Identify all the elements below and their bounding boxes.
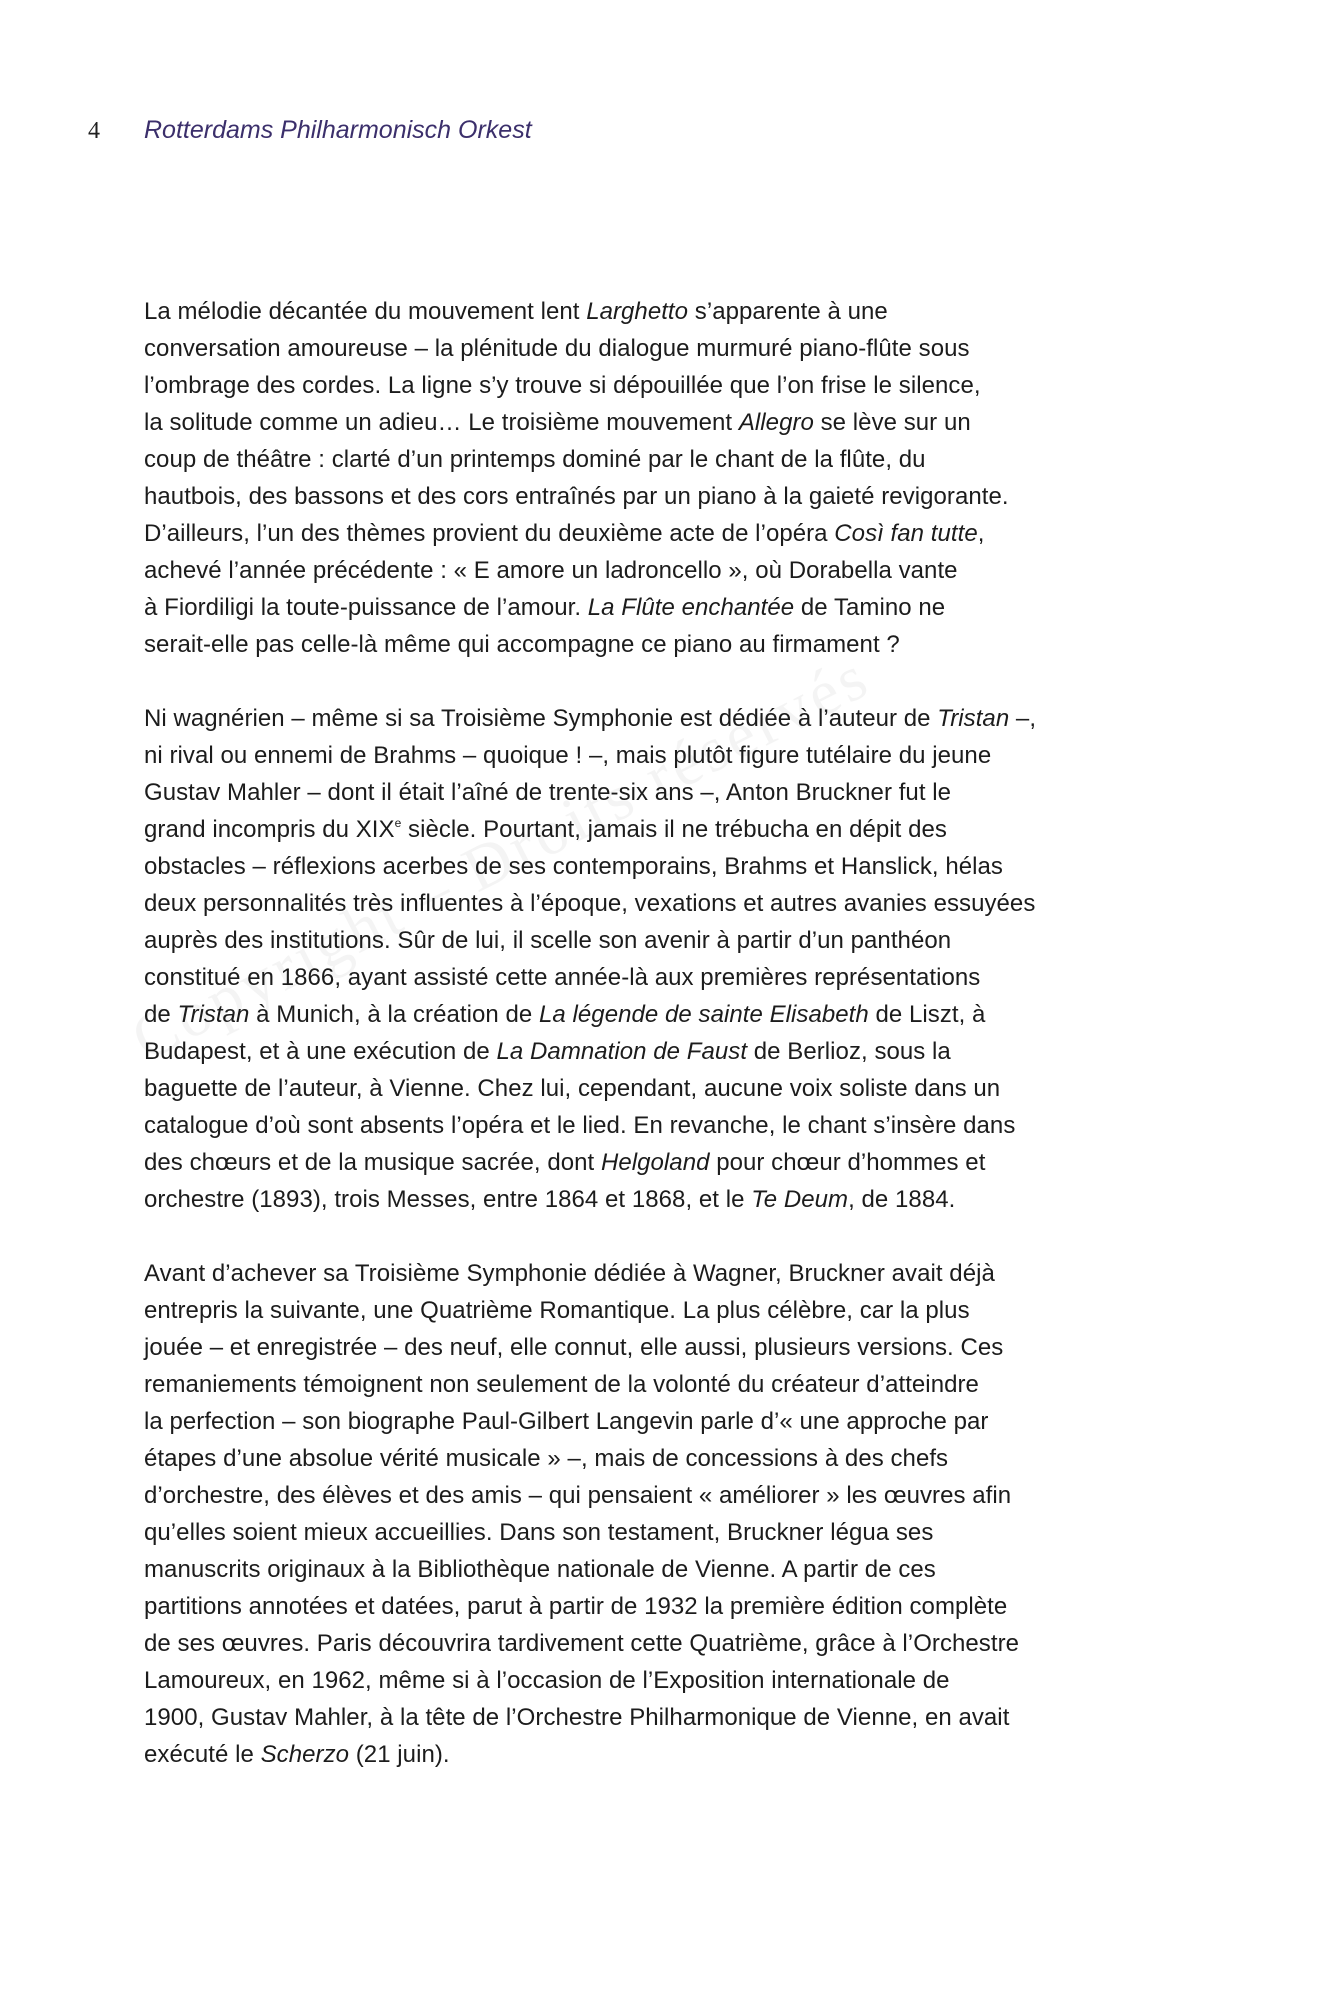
text-run: catalogue d’où sont absents l’opéra et le lied. En revanche, le chant s’insère dans xyxy=(144,1112,1016,1139)
text-run: partitions annotées et datées, parut à partir de 1932 la première édition complète xyxy=(144,1593,1008,1620)
text-line xyxy=(144,959,1204,996)
text-run: 1900, Gustav Mahler, à la tête de l’Orchestre Philharmonique de Vienne, en avait xyxy=(144,1704,1010,1731)
text-run: D’ailleurs, l’un des thèmes provient du deuxième acte de l’opéra xyxy=(144,520,835,547)
text-run: coup de théâtre : clarté d’un printemps dominé par le chant de la flûte, du xyxy=(144,446,926,473)
text-run: (21 juin). xyxy=(349,1741,450,1768)
text-run: se lève sur un xyxy=(813,409,971,436)
text-run: à Fiordiligi la toute-puissance de l’amour. xyxy=(144,594,588,621)
italic-title: Te Deum xyxy=(751,1186,849,1213)
text-run: siècle. Pourtant, jamais il ne trébucha en dépit des xyxy=(401,816,947,843)
text-run: –, xyxy=(1009,705,1037,732)
text-run: Ni wagnérien – même si sa Troisième Symphonie est dédiée à l’auteur de xyxy=(144,705,938,732)
text-run: Budapest, et à une exécution de xyxy=(144,1038,497,1065)
text-run: , xyxy=(977,520,985,547)
text-line xyxy=(144,404,1204,441)
text-run: deux personnalités très influentes à l’époque, vexations et autres avanies essuyées xyxy=(144,890,1036,917)
italic-title: La légende de sainte Elisabeth xyxy=(539,1001,869,1028)
italic-title: Allegro xyxy=(738,409,814,436)
paragraph-3 xyxy=(144,1255,1204,1773)
text-run: exécuté le xyxy=(144,1741,261,1768)
paragraph-1 xyxy=(144,293,1204,663)
text-run: hautbois, des bassons et des cors entraînés par un piano à la gaieté revigorante. xyxy=(144,483,1009,510)
text-run: Avant d’achever sa Troisième Symphonie dédiée à Wagner, Bruckner avait déjà xyxy=(144,1260,995,1287)
text-run: des chœurs et de la musique sacrée, dont xyxy=(144,1149,601,1176)
text-run: qu’elles soient mieux accueillies. Dans son testament, Bruckner légua ses xyxy=(144,1519,934,1546)
text-run: baguette de l’auteur, à Vienne. Chez lui, cependant, aucune voix soliste dans un xyxy=(144,1075,1001,1102)
text-line xyxy=(144,1329,1204,1366)
text-run: la perfection – son biographe Paul-Gilbert Langevin parle d’« une approche par xyxy=(144,1408,989,1435)
text-line xyxy=(144,885,1204,922)
paragraph-2 xyxy=(144,700,1204,1218)
text-line xyxy=(144,626,1204,663)
text-line xyxy=(144,1144,1204,1181)
text-line xyxy=(144,1033,1204,1070)
italic-title: La Damnation de Faust xyxy=(496,1038,748,1065)
text-line xyxy=(144,774,1204,811)
text-run: auprès des institutions. Sûr de lui, il scelle son avenir à partir d’un panthéon xyxy=(144,927,952,954)
text-line xyxy=(144,478,1204,515)
text-run: la solitude comme un adieu… Le troisième mouvement xyxy=(144,409,739,436)
italic-title: Tristan xyxy=(937,705,1010,732)
italic-title: Scherzo xyxy=(260,1741,350,1768)
text-line xyxy=(144,367,1204,404)
text-run: Gustav Mahler – dont il était l’aîné de trente-six ans –, Anton Bruckner fut le xyxy=(144,779,952,806)
text-line xyxy=(144,441,1204,478)
text-run: Lamoureux, en 1962, même si à l’occasion de l’Exposition internationale de xyxy=(144,1667,950,1694)
text-run: serait-elle pas celle-là même qui accompagne ce piano au firmament ? xyxy=(144,631,900,658)
text-line xyxy=(144,293,1204,330)
text-line xyxy=(144,1699,1204,1736)
text-line xyxy=(144,922,1204,959)
text-line xyxy=(144,1477,1204,1514)
text-run: , de 1884. xyxy=(848,1186,956,1213)
superscript: e xyxy=(394,816,402,830)
text-line xyxy=(144,811,1204,848)
text-run: s’apparente à une xyxy=(688,298,888,325)
text-run: de Berlioz, sous la xyxy=(747,1038,951,1065)
text-run: La mélodie décantée du mouvement lent xyxy=(144,298,587,325)
text-run: jouée – et enregistrée – des neuf, elle connut, elle aussi, plusieurs versions. Ces xyxy=(144,1334,1004,1361)
text-run: manuscrits originaux à la Bibliothèque nationale de Vienne. A partir de ces xyxy=(144,1556,936,1583)
text-run: obstacles – réflexions acerbes de ses contemporains, Brahms et Hanslick, hélas xyxy=(144,853,1003,880)
text-run: orchestre (1893), trois Messes, entre 1864 et 1868, et le xyxy=(144,1186,752,1213)
italic-title: Helgoland xyxy=(600,1149,710,1176)
text-line xyxy=(144,1625,1204,1662)
page-number: 4 xyxy=(88,118,100,144)
text-run: remaniements témoignent non seulement de la volonté du créateur d’atteindre xyxy=(144,1371,979,1398)
text-line xyxy=(144,996,1204,1033)
italic-title: La Flûte enchantée xyxy=(587,594,795,621)
text-run: de ses œuvres. Paris découvrira tardivement cette Quatrième, grâce à l’Orchestre xyxy=(144,1630,1020,1657)
running-head xyxy=(88,116,532,156)
italic-title: Tristan xyxy=(177,1001,250,1028)
text-line xyxy=(144,1181,1204,1218)
text-run: pour chœur d’hommes et xyxy=(709,1149,986,1176)
text-run: grand incompris du XIX xyxy=(144,816,395,843)
text-run: de Tamino ne xyxy=(794,594,946,621)
text-run: ni rival ou ennemi de Brahms – quoique ! –, mais plutôt figure tutélaire du jeune xyxy=(144,742,992,769)
text-line xyxy=(144,1366,1204,1403)
italic-title: Larghetto xyxy=(586,298,689,325)
text-line xyxy=(144,1403,1204,1440)
text-line xyxy=(144,700,1204,737)
text-run: de xyxy=(144,1001,178,1028)
text-line xyxy=(144,1588,1204,1625)
text-line xyxy=(144,330,1204,367)
text-run: entrepris la suivante, une Quatrième Romantique. La plus célèbre, car la plus xyxy=(144,1297,970,1324)
text-line xyxy=(144,1255,1204,1292)
text-line xyxy=(144,1440,1204,1477)
text-run: conversation amoureuse – la plénitude du dialogue murmuré piano-flûte sous xyxy=(144,335,970,362)
running-title: Rotterdams Philharmonisch Orkest xyxy=(144,116,532,144)
body-text xyxy=(144,293,1204,1810)
text-line xyxy=(144,515,1204,552)
text-line xyxy=(144,1662,1204,1699)
text-line xyxy=(144,1514,1204,1551)
text-line xyxy=(144,552,1204,589)
italic-title: Così fan tutte xyxy=(834,520,978,547)
text-run: à Munich, à la création de xyxy=(249,1001,540,1028)
text-run: de Liszt, à xyxy=(868,1001,986,1028)
text-line xyxy=(144,1292,1204,1329)
text-line xyxy=(144,1736,1204,1773)
text-run: d’orchestre, des élèves et des amis – qui pensaient « améliorer » les œuvres afin xyxy=(144,1482,1012,1509)
text-run: étapes d’une absolue vérité musicale » –, mais de concessions à des chefs xyxy=(144,1445,949,1472)
text-run: achevé l’année précédente : « E amore un ladroncello », où Dorabella vante xyxy=(144,557,958,584)
text-line xyxy=(144,1107,1204,1144)
text-line xyxy=(144,589,1204,626)
text-run: l’ombrage des cordes. La ligne s’y trouve si dépouillée que l’on frise le silence, xyxy=(144,372,981,399)
text-run: constitué en 1866, ayant assisté cette année-là aux premières représentations xyxy=(144,964,981,991)
text-line xyxy=(144,737,1204,774)
text-line xyxy=(144,1070,1204,1107)
text-line xyxy=(144,848,1204,885)
text-line xyxy=(144,1551,1204,1588)
